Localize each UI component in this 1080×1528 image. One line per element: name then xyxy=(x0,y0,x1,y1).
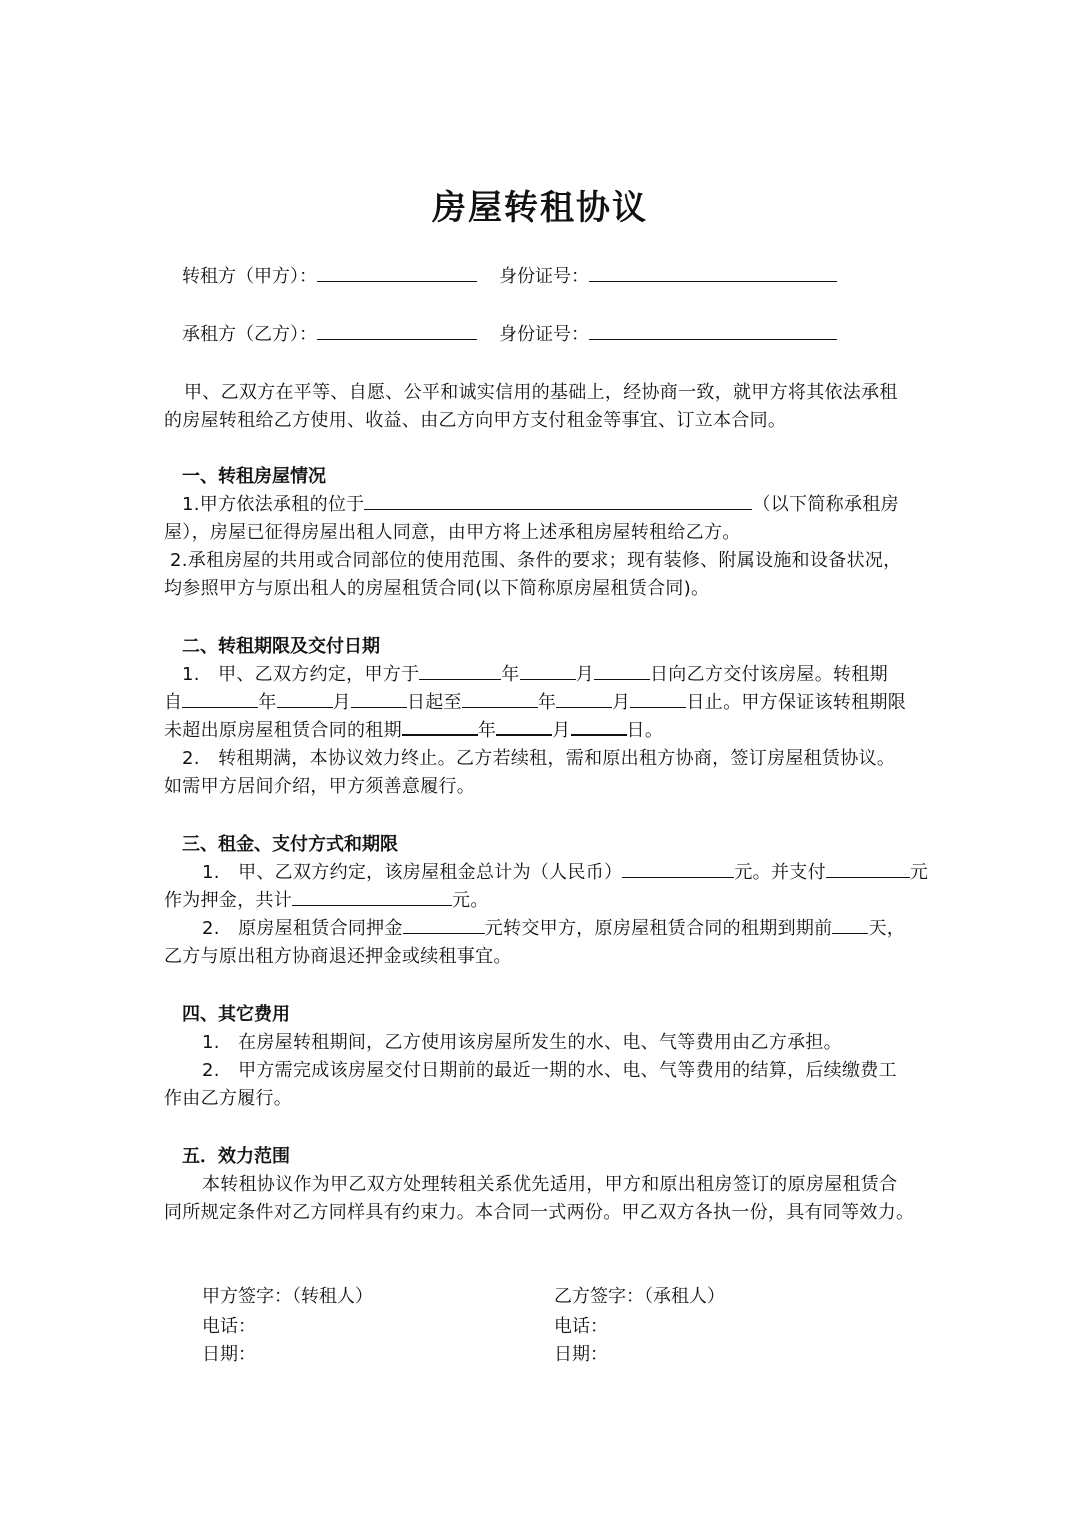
section-5-heading: 五．效力范围 xyxy=(182,1146,290,1167)
sublessee-line xyxy=(182,320,837,346)
from-label: 自 xyxy=(164,692,183,713)
month-label: 月 xyxy=(332,692,351,713)
section-3-line-4: 乙方与原出租方协商退还押金或续租事宜。 xyxy=(164,946,512,967)
until-label: 日起至 xyxy=(406,692,462,713)
section-2-line-3 xyxy=(164,716,663,742)
sublessee-id-blank[interactable] xyxy=(589,325,837,340)
s2-original-term-label: 未超出原房屋租赁合同的租期 xyxy=(164,720,402,741)
section-1-line-4: 均参照甲方与原出租人的房屋租赁合同(以下简称原房屋租赁合同)。 xyxy=(164,578,710,599)
sublessee-id-label: 身份证号： xyxy=(499,324,589,345)
party-a-sign: 甲方签字：（转租人） xyxy=(202,1286,373,1307)
s2-end-day-blank[interactable] xyxy=(630,693,686,708)
party-a-phone: 电话： xyxy=(202,1316,256,1337)
s2-delivery-label: 1. 甲、乙双方约定，甲方于 xyxy=(182,664,420,685)
s1-abbrev-text: （以下简称承租房 xyxy=(752,494,899,515)
section-4-heading: 四、其它费用 xyxy=(182,1004,290,1025)
section-2-line-1 xyxy=(182,660,888,686)
s1-location-label: 1.甲方依法承租的位于 xyxy=(182,494,365,515)
s2-delivery-year-blank[interactable] xyxy=(419,665,501,680)
s3-transfer-text: 元转交甲方，原房屋租赁合同的租期到期前 xyxy=(484,918,833,939)
s3-orig-deposit-label: 2. 原房屋租赁合同押金 xyxy=(202,918,403,939)
party-b-sign: 乙方签字：（承租人） xyxy=(554,1286,725,1307)
section-2-line-2 xyxy=(164,688,906,714)
section-5-line-1: 本转租协议作为甲乙双方处理转租关系优先适用，甲方和原出租房签订的原房屋租赁合 xyxy=(202,1174,898,1195)
s3-days-blank[interactable] xyxy=(832,919,868,934)
section-2-line-5: 如需甲方居间介绍，甲方须善意履行。 xyxy=(164,776,476,797)
sublessee-name-blank[interactable] xyxy=(317,325,477,340)
s3-deposit-blank[interactable] xyxy=(826,863,910,878)
s2-orig-month-blank[interactable] xyxy=(496,720,552,736)
s2-start-day-blank[interactable] xyxy=(351,693,407,708)
s2-delivery-month-blank[interactable] xyxy=(520,665,576,680)
s2-end-month-blank[interactable] xyxy=(556,693,612,708)
s2-orig-day-blank[interactable] xyxy=(571,720,627,736)
section-3-heading: 三、租金、支付方式和期限 xyxy=(182,834,398,855)
sublessee-label: 承租方（乙方）： xyxy=(182,324,317,345)
month-label: 月 xyxy=(612,692,631,713)
sublessor-id-label: 身份证号： xyxy=(499,266,589,287)
month-label: 月 xyxy=(552,720,571,741)
sublessor-line xyxy=(182,262,837,288)
s2-start-year-blank[interactable] xyxy=(182,693,258,708)
s3-rent-label: 1. 甲、乙双方约定，该房屋租金总计为（人民币） xyxy=(202,862,623,883)
section-4-line-2: 2. 甲方需完成该房屋交付日期前的最近一期的水、电、气等费用的结算，后续缴费工 xyxy=(202,1060,897,1081)
s1-location-blank[interactable] xyxy=(364,495,752,510)
s2-end-year-blank[interactable] xyxy=(462,693,538,708)
section-1-line-2: 屋），房屋已征得房屋出租人同意，由甲方将上述承租房屋转租给乙方。 xyxy=(164,522,741,543)
yuan-label: 元 xyxy=(909,862,929,883)
section-2-line-4: 2. 转租期满，本协议效力终止。乙方若续租，需和原出租方协商，签订房屋租赁协议。 xyxy=(182,748,896,769)
month-label: 月 xyxy=(575,664,594,685)
s3-days-label: 天， xyxy=(868,918,906,939)
section-1-line-1 xyxy=(182,490,899,516)
party-b-date: 日期： xyxy=(554,1344,608,1365)
s2-start-month-blank[interactable] xyxy=(277,693,333,708)
section-4-line-1: 1. 在房屋转租期间，乙方使用该房屋所发生的水、电、气等费用由乙方承担。 xyxy=(202,1032,842,1053)
s3-total-yuan: 元。 xyxy=(452,890,489,911)
year-label: 年 xyxy=(537,692,557,713)
sublessor-id-blank[interactable] xyxy=(589,267,837,282)
section-5-line-2: 同所规定条件对乙方同样具有约束力。本合同一式两份。甲乙双方各执一份，具有同等效力。 xyxy=(164,1202,915,1223)
s2-delivery-day-blank[interactable] xyxy=(594,665,650,680)
section-1-line-3: 2.承租房屋的共用或合同部位的使用范围、条件的要求；现有装修、附属设施和设备状况， xyxy=(170,550,902,571)
sublessor-name-blank[interactable] xyxy=(317,267,477,282)
party-b-phone: 电话： xyxy=(554,1316,608,1337)
party-a-date: 日期： xyxy=(202,1344,256,1365)
s3-orig-deposit-blank[interactable] xyxy=(403,919,485,934)
sublessor-label: 转租方（甲方）： xyxy=(182,266,317,287)
s3-total-blank[interactable] xyxy=(292,891,452,906)
s2-orig-year-blank[interactable] xyxy=(402,720,478,736)
year-label: 年 xyxy=(477,720,497,741)
intro-line-1: 甲、乙双方在平等、自愿、公平和诚实信用的基础上，经协商一致，就甲方将其依法承租 xyxy=(184,382,898,403)
s2-delivery-text: 日向乙方交付该房屋。转租期 xyxy=(650,664,888,685)
s3-total-label: 作为押金，共计 xyxy=(164,890,293,911)
year-label: 年 xyxy=(258,692,277,713)
s2-guarantee-text: 日止。甲方保证该转租期限 xyxy=(686,692,907,713)
section-1-heading: 一、转租房屋情况 xyxy=(182,466,326,487)
section-3-line-3 xyxy=(202,914,905,940)
s3-pay-label: 元。并支付 xyxy=(734,862,826,883)
section-2-heading: 二、转租期限及交付日期 xyxy=(182,636,380,657)
s3-rent-blank[interactable] xyxy=(622,863,734,878)
intro-line-2: 的房屋转租给乙方使用、收益、由乙方向甲方支付租金等事宜、订立本合同。 xyxy=(164,410,787,431)
document-title: 房屋转租协议 xyxy=(432,188,648,228)
section-3-line-1 xyxy=(202,858,928,884)
section-4-line-3: 作由乙方履行。 xyxy=(164,1088,293,1109)
section-3-line-2 xyxy=(164,886,489,912)
year-label: 年 xyxy=(501,664,520,685)
day-label: 日。 xyxy=(626,720,664,741)
